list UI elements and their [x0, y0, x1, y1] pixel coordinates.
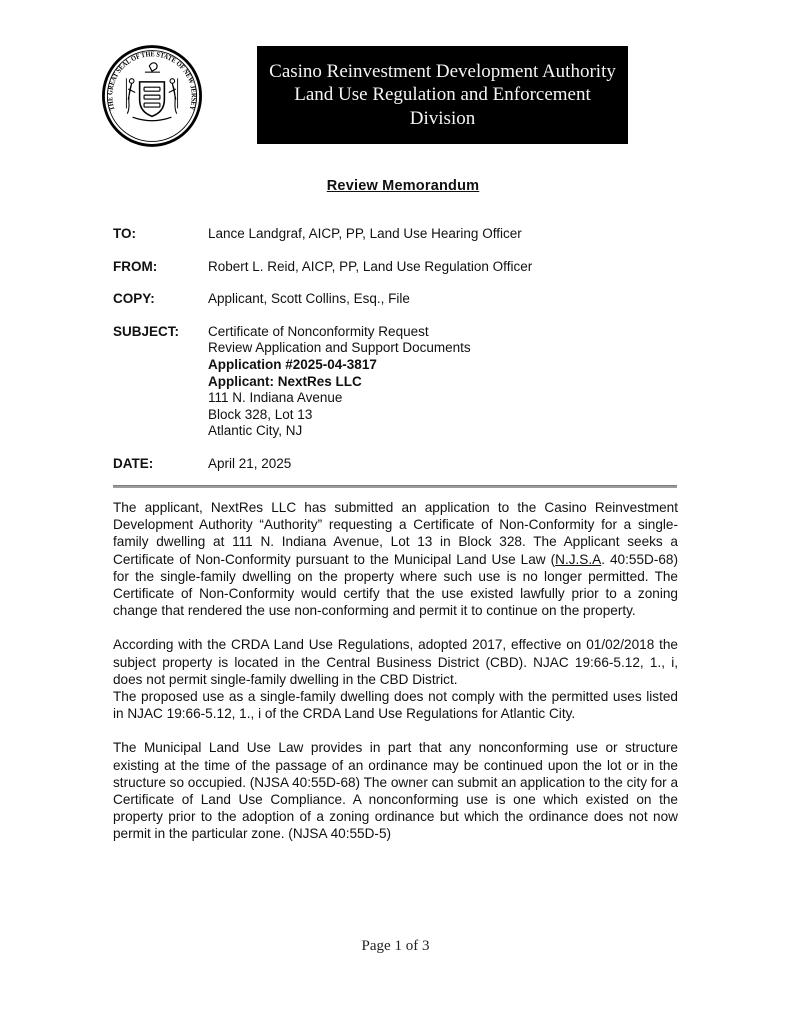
seal-figure-liberty [126, 78, 135, 113]
field-label-date: DATE: [113, 455, 154, 471]
seal-figure-ceres [169, 78, 178, 113]
paragraph-3 [113, 739, 678, 842]
field-label-from: FROM: [113, 258, 158, 274]
page-number: Page 1 of 3 [361, 938, 430, 954]
divider-rule [113, 485, 677, 488]
field-row-copy [113, 291, 677, 308]
field-value-line: Applicant: NextRes LLC [208, 373, 362, 389]
field-row-subject [113, 324, 677, 440]
field-value-line: Certificate of Nonconformity Request [208, 323, 429, 339]
paragraph-text: . 40:55D-68) for the single-family dwelling on the property where such use is no longer permitted. The Certificate of Non-Conformity would certify that the use existed lawfully prior to a zoning change that rendered the use non-conforming and permit it to continue on the property. [113, 551, 679, 619]
seal-banner [133, 117, 172, 121]
memo-heading: Review Memorandum [326, 178, 480, 194]
citation-underlined: N.J.S.A [555, 551, 602, 567]
seal-ring-text: THE GREAT SEAL OF THE STATE OF NEW JERSEY [106, 50, 198, 112]
field-value-line: Block 328, Lot 13 [208, 406, 313, 422]
paragraph-2 [113, 636, 678, 722]
paragraph-1 [113, 499, 678, 619]
field-value-line: Robert L. Reid, AICP, PP, Land Use Regulation Officer [208, 258, 533, 274]
field-value-subject [208, 324, 677, 440]
nj-state-seal-icon [99, 43, 205, 149]
field-row-date [113, 456, 677, 473]
seal-shield [140, 82, 165, 116]
field-label-to: TO: [113, 226, 136, 241]
field-value-line: Applicant, Scott Collins, Esq., File [208, 291, 410, 307]
paragraph-text: The proposed use as a single-family dwelling does not comply with the permitted uses listed in NJAC 19:66-5.12, 1., i of the CRDA Land Use Regulations for Atlantic City. [113, 689, 678, 722]
field-label-subject: SUBJECT: [113, 323, 180, 339]
field-value-line: Atlantic City, NJ [208, 423, 303, 439]
body-paragraphs [113, 499, 678, 860]
letterhead-title-box [257, 46, 628, 144]
field-value-date [208, 456, 677, 473]
field-row-to [113, 226, 677, 243]
memo-fields [113, 226, 677, 489]
paragraph-text: The applicant, NextRes LLC has submitted an application to the Casino Reinvestment Development Authority “Authority” requesting a Certificate of Non-Conformity for a single-family dwelling at 111 N. Indiana Avenue, Lot 13 in Block 328. The Applicant seeks a Certificate of Non-Conformity pursuant to the Municipal Land Use Law ( [113, 500, 678, 567]
field-value-line: Application #2025-04-3817 [208, 356, 377, 372]
field-row-from [113, 259, 677, 276]
field-label-copy: COPY: [113, 291, 155, 307]
letterhead-line-2: Land Use Regulation and Enforcement [294, 84, 591, 106]
field-value-from [208, 259, 677, 276]
paragraph-text: The Municipal Land Use Law provides in part that any nonconforming use or structure existing at the time of the passage of an ordinance may be continued upon the lot or in the structure so occupied. (NJSA 40:55D-68) The owner can submit an application to the city for a Certificate of Land Use Compliance. A nonconforming use is one which existed on the property prior to the adoption of a zoning ordinance but which the ordinance does not now permit in the particular zone. (NJSA 40:55D-5) [113, 740, 678, 842]
field-value-line: Review Application and Support Documents [208, 340, 471, 356]
seal-crest-horse-head [149, 63, 157, 71]
field-value-line: 111 N. Indiana Avenue [208, 390, 343, 406]
field-value-copy [208, 291, 677, 308]
letterhead-line-1: Casino Reinvestment Development Authority [269, 60, 616, 82]
letterhead-line-3: Division [409, 107, 476, 129]
field-value-line: Lance Landgraf, AICP, PP, Land Use Hearing Officer [208, 226, 522, 241]
field-value-line: April 21, 2025 [208, 455, 292, 471]
paragraph-text: According with the CRDA Land Use Regulations, adopted 2017, effective on 01/02/2018 the subject property is located in the Central Business District (CBD). NJAC 19:66-5.12, 1., i, does not permit single-family dwelling in the CBD District. [113, 637, 678, 687]
field-value-to [208, 226, 677, 243]
